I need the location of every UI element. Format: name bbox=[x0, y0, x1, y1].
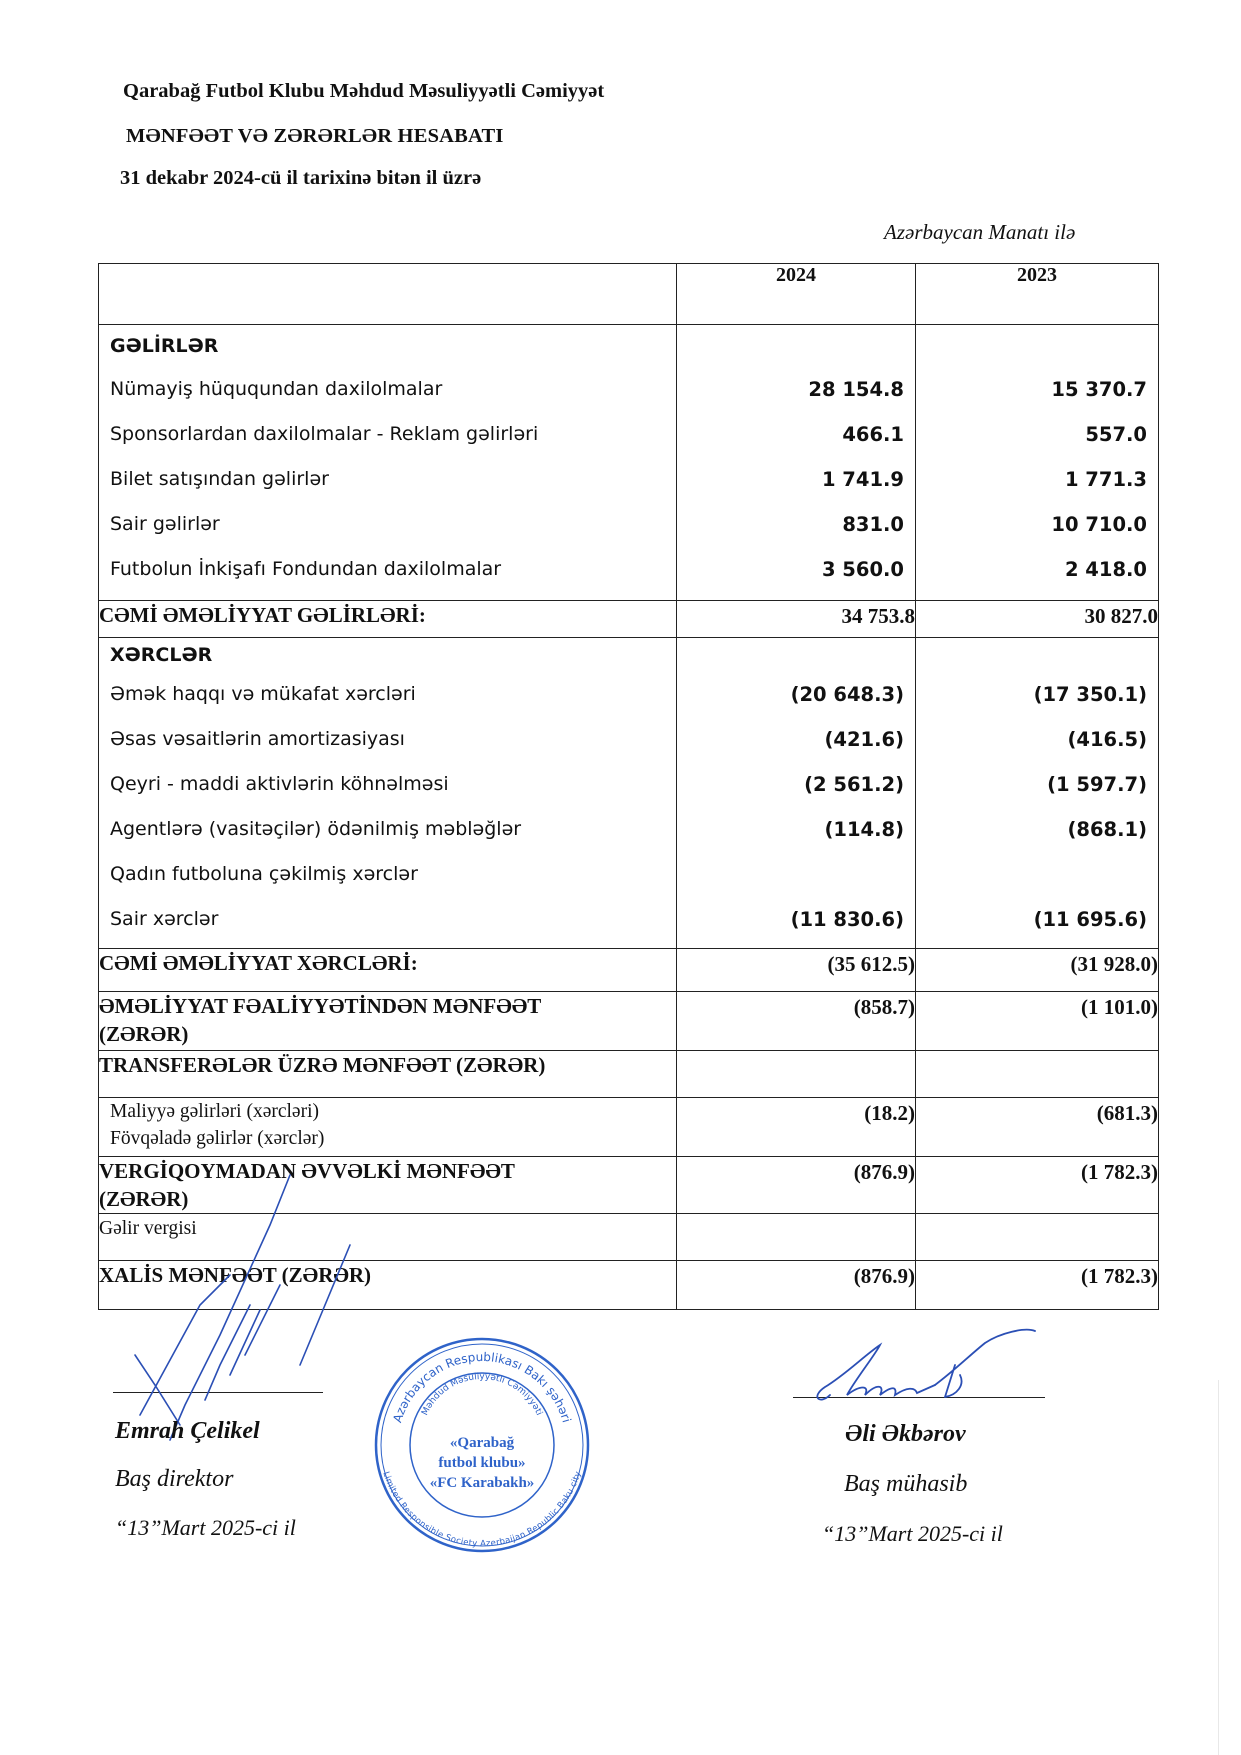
operating-result-2023: (1 101.0) bbox=[916, 992, 1159, 1051]
expense-value-2024: (114.8) bbox=[824, 818, 904, 841]
income-values-2023 bbox=[916, 325, 1159, 601]
income-values-2024 bbox=[677, 325, 916, 601]
column-header-2024: 2024 bbox=[677, 264, 916, 325]
income-value-2023: 15 370.7 bbox=[1051, 378, 1147, 401]
expense-value-2024: (11 830.6) bbox=[790, 908, 904, 931]
signatory-left-date: “13”Mart 2025-ci il bbox=[115, 1515, 296, 1540]
stamp-center-line-1: «Qarabağ bbox=[449, 1435, 515, 1451]
signature-stroke bbox=[135, 1275, 230, 1425]
income-total-2024: 34 753.8 bbox=[677, 601, 916, 638]
signature-stroke bbox=[817, 1345, 935, 1400]
stamp-bottom-textpath: Limited Responsible Society Azerbaijan Republic Baku city bbox=[380, 1470, 584, 1549]
expense-row-label: Əmək haqqı və mükafat xərcləri bbox=[110, 683, 416, 705]
report-period: 31 dekabr 2024-cü il tarixinə bitən il üzrə bbox=[120, 167, 482, 189]
expense-value-2024 bbox=[677, 852, 915, 897]
stamp-inner-text bbox=[420, 1372, 544, 1417]
transfers-2024 bbox=[677, 1051, 916, 1098]
expenses-total-2024: (35 612.5) bbox=[677, 949, 916, 992]
pretax-label: VERGİQOYMADAN ƏVVƏLKİ MƏNFƏƏT (ZƏRƏR) bbox=[99, 1157, 677, 1214]
column-header-2023: 2023 bbox=[916, 264, 1159, 325]
expenses-total-row bbox=[99, 949, 1159, 992]
income-total-label: CƏMİ ƏMƏLİYYAT GƏLİRLƏRİ: bbox=[99, 601, 677, 638]
signature-right-icon bbox=[785, 1325, 1045, 1405]
net-result-2023: (1 782.3) bbox=[916, 1261, 1159, 1310]
expense-value-2023: (11 695.6) bbox=[1033, 908, 1147, 931]
stamp-outer-textpath: Azərbaycan Respublikası Bakı şəhəri bbox=[390, 1349, 574, 1425]
expense-row-label: Qadın futboluna çəkilmiş xərclər bbox=[110, 863, 418, 885]
expense-value-2023: (17 350.1) bbox=[1033, 683, 1147, 706]
header-label-cell bbox=[99, 264, 677, 325]
expenses-total-label: CƏMİ ƏMƏLİYYAT XƏRCLƏRİ: bbox=[99, 949, 677, 992]
pretax-2023: (1 782.3) bbox=[916, 1157, 1159, 1214]
signatory-right-position: Baş mühasib bbox=[844, 1471, 968, 1497]
income-value-2023: 2 418.0 bbox=[1064, 558, 1147, 581]
income-row-label: Bilet satışından gəlirlər bbox=[110, 468, 329, 490]
finance-2023: (681.3) bbox=[916, 1098, 1159, 1157]
income-row-label: Sponsorlardan daxilolmalar - Reklam gəlirləri bbox=[110, 423, 539, 445]
extraordinary-income-label: Fövqəladə gəlirlər (xərclər) bbox=[110, 1128, 325, 1149]
signature-stroke bbox=[300, 1245, 350, 1365]
income-value-2023: 1 771.3 bbox=[1064, 468, 1147, 491]
finance-2024: (18.2) bbox=[677, 1098, 916, 1157]
scan-edge-divider bbox=[1218, 1380, 1219, 1755]
income-value-2024: 1 741.9 bbox=[821, 468, 904, 491]
income-heading: GƏLİRLƏR bbox=[110, 335, 219, 357]
expenses-section bbox=[99, 638, 1159, 949]
expense-row-label: Qeyri - maddi aktivlərin köhnəlməsi bbox=[110, 773, 449, 795]
income-value-2023: 557.0 bbox=[1085, 423, 1147, 446]
income-value-2024: 28 154.8 bbox=[808, 378, 904, 401]
profit-loss-table bbox=[98, 263, 1159, 1310]
expense-value-2024: (2 561.2) bbox=[804, 773, 904, 796]
income-tax-label: Gəlir vergisi bbox=[99, 1214, 677, 1261]
stamp-center-line-3: «FC Karabakh» bbox=[429, 1475, 535, 1491]
operating-result-row bbox=[99, 992, 1159, 1051]
signature-stroke bbox=[170, 1175, 290, 1440]
finance-labels bbox=[99, 1098, 677, 1157]
stamp-center-line-2: futbol klubu» bbox=[438, 1455, 526, 1471]
expense-values-2024 bbox=[677, 638, 916, 949]
income-row-label: Sair gəlirlər bbox=[110, 513, 220, 535]
signatory-left-name: Emrah Çelikel bbox=[115, 1418, 260, 1444]
income-value-2023: 10 710.0 bbox=[1051, 513, 1147, 536]
operating-result-2024: (858.7) bbox=[677, 992, 916, 1051]
expense-row-label: Sair xərclər bbox=[110, 908, 219, 930]
stamp-inner-textpath: Məhdud Məsuliyyətli Cəmiyyəti bbox=[420, 1371, 544, 1418]
expense-value-2023 bbox=[916, 852, 1158, 897]
report-title: MƏNFƏƏT VƏ ZƏRƏRLƏR HESABATI bbox=[126, 125, 504, 147]
finance-row bbox=[99, 1098, 1159, 1157]
net-result-label: XALİS MƏNFƏƏT (ZƏRƏR) bbox=[99, 1261, 677, 1310]
income-value-2024: 466.1 bbox=[842, 423, 904, 446]
signatory-left-position: Baş direktor bbox=[115, 1466, 234, 1492]
signatory-right-name: Əli Əkbərov bbox=[845, 1421, 966, 1447]
expense-value-2023: (1 597.7) bbox=[1047, 773, 1147, 796]
expense-values-2023 bbox=[916, 638, 1159, 949]
currency-note: Azərbaycan Manatı ilə bbox=[884, 220, 1076, 244]
expense-row-label: Agentlərə (vasitəçilər) ödənilmiş məbləğlər bbox=[110, 818, 522, 840]
income-value-2024: 831.0 bbox=[842, 513, 904, 536]
expenses-total-2023: (31 928.0) bbox=[916, 949, 1159, 992]
income-section bbox=[99, 325, 1159, 601]
income-total-2023: 30 827.0 bbox=[916, 601, 1159, 638]
expenses-heading: XƏRCLƏR bbox=[110, 644, 213, 666]
pretax-2024: (876.9) bbox=[677, 1157, 916, 1214]
operating-result-label: ƏMƏLİYYAT FƏALİYYƏTİNDƏN MƏNFƏƏT (ZƏRƏR) bbox=[99, 992, 677, 1051]
income-row-label: Nümayiş hüququndan daxilolmalar bbox=[110, 378, 443, 400]
income-tax-2024 bbox=[677, 1214, 916, 1261]
income-labels bbox=[99, 325, 677, 601]
income-tax-2023 bbox=[916, 1214, 1159, 1261]
signature-stroke bbox=[935, 1330, 1035, 1397]
signatory-right-date: “13”Mart 2025-ci il bbox=[822, 1521, 1003, 1546]
income-total-row bbox=[99, 601, 1159, 638]
expense-row-label: Əsas vəsaitlərin amortizasiyası bbox=[110, 728, 405, 750]
company-name: Qarabağ Futbol Klubu Məhdud Məsuliyyətli Cəmiyyət bbox=[123, 80, 605, 102]
finance-income-label: Maliyyə gəlirləri (xərcləri) bbox=[110, 1101, 319, 1122]
expense-value-2024: (20 648.3) bbox=[790, 683, 904, 706]
expense-value-2023: (868.1) bbox=[1067, 818, 1147, 841]
expense-labels bbox=[99, 638, 677, 949]
transfers-row bbox=[99, 1051, 1159, 1098]
income-row-label: Futbolun İnkişafı Fondundan daxilolmalar bbox=[110, 558, 502, 580]
income-value-2024: 3 560.0 bbox=[821, 558, 904, 581]
signature-left-icon bbox=[100, 1155, 430, 1445]
table-header-row bbox=[99, 264, 1159, 325]
expense-value-2024: (421.6) bbox=[824, 728, 904, 751]
expense-value-2023: (416.5) bbox=[1067, 728, 1147, 751]
transfers-label: TRANSFERƏLƏR ÜZRƏ MƏNFƏƏT (ZƏRƏR) bbox=[99, 1051, 677, 1098]
net-result-2024: (876.9) bbox=[677, 1261, 916, 1310]
transfers-2023 bbox=[916, 1051, 1159, 1098]
